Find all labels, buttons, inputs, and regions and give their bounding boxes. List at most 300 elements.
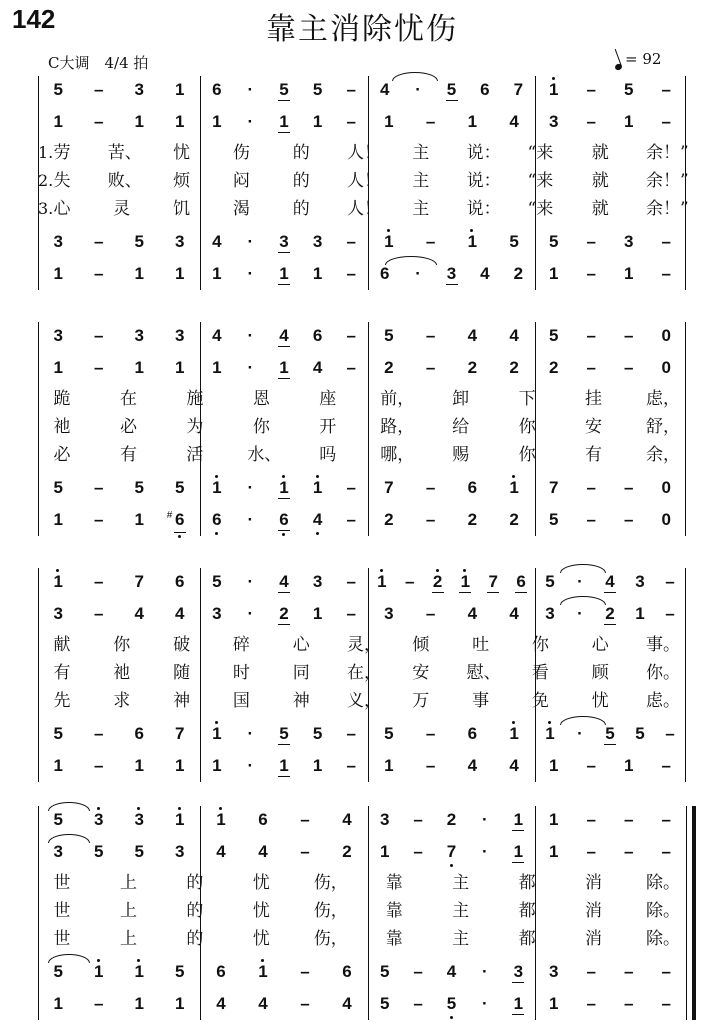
- note: [207, 112, 227, 132]
- note-symbol: 4: [175, 604, 185, 623]
- note-symbol: 2: [513, 264, 524, 283]
- dash: [619, 994, 639, 1014]
- lyric-word: 失: [53, 171, 71, 191]
- note: [508, 962, 528, 983]
- dash: [581, 264, 601, 284]
- note: [308, 358, 328, 378]
- lyric-word: 求: [113, 691, 131, 711]
- note: [207, 80, 227, 100]
- note: [544, 994, 564, 1014]
- note-symbol: –: [300, 994, 310, 1013]
- dash: [341, 80, 361, 100]
- note: [308, 604, 328, 624]
- sharp-sign: #: [166, 510, 173, 521]
- dash: [581, 326, 601, 346]
- tempo-marking: [615, 50, 661, 68]
- note-symbol: 4: [509, 756, 519, 775]
- note-symbol: 4: [216, 842, 226, 861]
- lyric-word: 有: [53, 663, 71, 683]
- note-symbol: 1: [279, 478, 289, 497]
- note-symbol: 1: [549, 756, 559, 775]
- note: [630, 724, 650, 744]
- note: [540, 604, 560, 624]
- note-symbol: –: [624, 326, 634, 345]
- note: [211, 994, 231, 1014]
- note-symbol: ·: [482, 994, 488, 1013]
- note-symbol: –: [665, 724, 675, 743]
- dot: [475, 842, 495, 862]
- lyric-word: 座: [319, 389, 337, 409]
- lyric-word: 祂: [113, 663, 131, 683]
- verse-number: 2.: [38, 171, 54, 190]
- note-symbol: 5: [379, 962, 390, 981]
- eighth-underline: [432, 592, 444, 593]
- note: [129, 724, 149, 744]
- note: [442, 842, 462, 862]
- lyric-word: 水、: [247, 445, 282, 465]
- eighth-underline: [278, 252, 290, 253]
- note-symbol: –: [661, 232, 671, 251]
- note-symbol: ·: [247, 572, 254, 591]
- note-symbol: 4: [379, 80, 390, 99]
- dash: [581, 232, 601, 252]
- dash: [89, 478, 109, 498]
- lyric-word: 你。: [646, 663, 680, 683]
- note: [337, 962, 357, 982]
- dash: [656, 994, 676, 1014]
- note-symbol: 3: [134, 326, 144, 345]
- note: [207, 326, 227, 346]
- lyric-word: 免: [531, 691, 549, 711]
- note-symbol: 1: [279, 112, 289, 131]
- lyric-word: 忧: [252, 901, 270, 921]
- note-symbol: 1: [509, 478, 519, 497]
- note-symbol: 5: [549, 510, 559, 529]
- note-symbol: 3: [175, 232, 185, 251]
- note: [442, 994, 462, 1014]
- soprano-row: [0, 322, 724, 350]
- lyric-word: 先: [53, 691, 71, 711]
- note-symbol: 6: [134, 724, 144, 743]
- note-symbol: –: [586, 80, 596, 99]
- note-symbol: 5: [384, 326, 394, 345]
- note-symbol: 3: [94, 810, 104, 829]
- note: [129, 994, 149, 1014]
- note-symbol: –: [94, 112, 104, 131]
- note-symbol: –: [94, 478, 104, 497]
- note: [170, 962, 190, 982]
- note-symbol: –: [661, 810, 671, 829]
- note: [129, 112, 149, 132]
- note: [428, 572, 448, 593]
- note-symbol: ·: [247, 724, 254, 743]
- note-symbol: 4: [605, 572, 615, 591]
- note-symbol: 4: [216, 994, 226, 1013]
- note-symbol: –: [94, 326, 104, 345]
- note: [48, 232, 68, 252]
- note-symbol: 3: [53, 326, 63, 345]
- high-octave-dot: [219, 807, 222, 810]
- note: [207, 756, 227, 776]
- lyric-word: 忧: [173, 143, 191, 163]
- note-symbol: 1: [279, 756, 289, 775]
- lyric-word: 必: [119, 417, 137, 437]
- dash: [581, 756, 601, 776]
- note-symbol: 1: [134, 994, 144, 1013]
- dash: [408, 962, 428, 982]
- dash: [341, 326, 361, 346]
- dash: [341, 112, 361, 132]
- dot: [240, 572, 260, 592]
- note: [253, 842, 273, 862]
- note-symbol: 6: [175, 572, 185, 591]
- lyric-word: 你: [113, 635, 131, 655]
- note-symbol: 1: [384, 756, 394, 775]
- lyric-word: 必: [53, 445, 71, 465]
- note-symbol: 5: [549, 326, 559, 345]
- alto-row: [0, 600, 724, 628]
- note-symbol: 5: [279, 80, 289, 99]
- note: [379, 326, 399, 346]
- lyric-word: 渴: [232, 199, 250, 219]
- note: [170, 810, 190, 830]
- note-symbol: ·: [247, 112, 254, 131]
- note-symbol: 7: [384, 478, 394, 497]
- lyric-word: 就: [591, 143, 609, 163]
- lyric-word: 下: [518, 389, 536, 409]
- note: [129, 510, 149, 530]
- lyric-word: 靠: [385, 873, 403, 893]
- note-symbol: 1: [175, 756, 185, 775]
- dash: [656, 842, 676, 862]
- note-symbol: 5: [624, 80, 634, 99]
- note-symbol: 5: [53, 724, 63, 743]
- note: [170, 994, 190, 1014]
- dot: [240, 756, 260, 776]
- note-symbol: 2: [384, 358, 394, 377]
- eighth-underline: [278, 498, 290, 499]
- dash: [619, 842, 639, 862]
- note-symbol: 7: [513, 80, 524, 99]
- high-octave-dot: [548, 721, 551, 724]
- note: [375, 962, 395, 982]
- note-symbol: 1: [467, 112, 478, 131]
- dash: [295, 962, 315, 982]
- dash: [421, 510, 441, 530]
- dash: [581, 994, 601, 1014]
- note: [308, 112, 328, 132]
- dash: [341, 604, 361, 624]
- note-symbol: 3: [134, 80, 144, 99]
- dash: [421, 232, 441, 252]
- lyric-word: 伤: [232, 143, 250, 163]
- note-symbol: 3: [53, 842, 63, 861]
- soprano-row: [0, 76, 724, 104]
- note: [375, 842, 395, 862]
- low-octave-dot: [178, 535, 181, 538]
- eighth-underline: [512, 982, 524, 983]
- lyric-word: 义，: [347, 691, 381, 711]
- dot: [240, 604, 260, 624]
- dot: [240, 264, 260, 284]
- lyric-word: 除。: [646, 873, 680, 893]
- note-symbol: 1: [635, 604, 645, 623]
- note: [462, 232, 482, 252]
- dash: [421, 756, 441, 776]
- lyric-word: 伤，: [313, 873, 348, 893]
- lyric-row: [0, 442, 724, 470]
- note: [274, 478, 294, 499]
- dash: [341, 724, 361, 744]
- note-symbol: ·: [415, 80, 421, 99]
- note-symbol: 1: [549, 80, 559, 99]
- dash: [581, 478, 601, 498]
- lyric-word: 给: [452, 417, 470, 437]
- lyric-word: 万: [412, 691, 430, 711]
- note-symbol: 1: [175, 994, 185, 1013]
- note-symbol: –: [661, 112, 671, 131]
- note-symbol: 6: [216, 962, 226, 981]
- dash: [400, 572, 420, 592]
- note: [48, 724, 68, 744]
- note: [274, 326, 294, 347]
- note-symbol: 5: [384, 724, 394, 743]
- dash: [408, 810, 428, 830]
- note: [375, 810, 395, 830]
- lyric-word: 说：: [466, 199, 501, 219]
- key-time-signature: C大调 4/4 拍: [48, 54, 149, 72]
- lyric-word: 主: [412, 143, 430, 163]
- note-symbol: –: [624, 510, 634, 529]
- lyric-word: 世: [53, 901, 71, 921]
- lyric-word: 苦、: [107, 143, 142, 163]
- note-symbol: –: [413, 810, 423, 829]
- note-symbol: 0: [661, 510, 671, 529]
- note-symbol: 1: [377, 572, 387, 591]
- lyric-word: 世: [53, 929, 71, 949]
- note-symbol: 6: [279, 510, 289, 529]
- dash: [656, 962, 676, 982]
- note-symbol: 1: [53, 756, 63, 775]
- lyric-word: 说：: [466, 171, 501, 191]
- note: [253, 810, 273, 830]
- note-symbol: 1: [384, 112, 394, 131]
- note-symbol: 4: [342, 994, 352, 1013]
- note: [508, 842, 528, 863]
- note-symbol: 1: [53, 264, 63, 283]
- note: [462, 358, 482, 378]
- lyric-word: 活: [186, 445, 204, 465]
- note-symbol: 6: [175, 510, 185, 529]
- note: [253, 962, 273, 982]
- note-symbol: 6: [258, 810, 268, 829]
- note-symbol: ·: [247, 80, 254, 99]
- dash: [581, 842, 601, 862]
- note: [48, 994, 68, 1014]
- lyric-word: “来: [527, 143, 554, 163]
- lyric-word: 饥: [173, 199, 191, 219]
- note-symbol: 3: [545, 604, 555, 623]
- note: [308, 478, 328, 498]
- note-symbol: –: [586, 232, 596, 251]
- note: [508, 80, 528, 100]
- note: [504, 604, 524, 624]
- note: [544, 842, 564, 862]
- note-symbol: –: [661, 264, 671, 283]
- lyric-word: 前，: [380, 389, 415, 409]
- dash: [89, 510, 109, 530]
- note-symbol: 0: [661, 358, 671, 377]
- dash: [581, 810, 601, 830]
- dash: [421, 604, 441, 624]
- note-symbol: 1: [216, 810, 226, 829]
- note-symbol: –: [425, 112, 436, 131]
- dash: [581, 80, 601, 100]
- lyric-word: 随: [173, 663, 191, 683]
- note: [504, 232, 524, 252]
- lyric-word: 在: [119, 389, 137, 409]
- note: [379, 232, 399, 252]
- lyric-row: [0, 414, 724, 442]
- note: [544, 80, 564, 100]
- note-symbol: ·: [247, 478, 254, 497]
- note-symbol: 3: [53, 604, 63, 623]
- note-symbol: 5: [53, 962, 63, 981]
- note-symbol: 4: [467, 756, 478, 775]
- eighth-underline: [512, 830, 524, 831]
- lyric-row: [0, 870, 724, 898]
- lyric-word: 除。: [646, 929, 680, 949]
- note-symbol: ·: [482, 962, 488, 981]
- note: [508, 994, 528, 1015]
- bass-row: [0, 506, 724, 534]
- quarter-note-icon: [614, 63, 623, 71]
- note: [504, 112, 524, 132]
- note-symbol: –: [346, 264, 356, 283]
- note-symbol: –: [346, 604, 356, 623]
- note: [462, 604, 482, 624]
- dash: [656, 232, 676, 252]
- lyric-word: 都: [518, 873, 536, 893]
- note: [544, 962, 564, 982]
- bass-row: [0, 990, 724, 1018]
- note: [207, 572, 227, 592]
- note: [170, 326, 190, 346]
- note-symbol: 1: [175, 112, 185, 131]
- dash: [89, 232, 109, 252]
- note: [379, 112, 399, 132]
- note-symbol: 6: [379, 264, 390, 283]
- eighth-underline: [604, 744, 616, 745]
- note-symbol: 1: [513, 994, 524, 1013]
- eighth-underline: [512, 1014, 524, 1015]
- note-symbol: –: [94, 358, 104, 377]
- dash: [89, 572, 109, 592]
- dash: [581, 510, 601, 530]
- note-symbol: 7: [446, 842, 457, 861]
- note: [207, 478, 227, 498]
- dash: [295, 810, 315, 830]
- note-symbol: 2: [432, 572, 443, 591]
- note-symbol: 4: [279, 326, 289, 345]
- high-octave-dot: [97, 807, 100, 810]
- dot: [408, 264, 428, 284]
- high-octave-dot: [261, 959, 264, 962]
- note: [619, 80, 639, 100]
- note-symbol: 6: [480, 80, 490, 99]
- note-symbol: 3: [312, 232, 323, 251]
- note-symbol: –: [425, 478, 436, 497]
- note-symbol: –: [586, 810, 596, 829]
- dot: [475, 962, 495, 982]
- note: [207, 510, 227, 530]
- lyric-word: 灵，: [347, 635, 381, 655]
- note-symbol: 1: [134, 264, 144, 283]
- dash: [581, 358, 601, 378]
- eighth-underline: [278, 284, 290, 285]
- dash: [341, 358, 361, 378]
- lyric-word: 事。: [646, 635, 680, 655]
- note: [170, 264, 190, 284]
- dash: [295, 842, 315, 862]
- lyric-word: 的: [186, 929, 204, 949]
- note: [308, 510, 328, 530]
- eighth-underline: [512, 862, 524, 863]
- note-symbol: 1: [624, 756, 634, 775]
- lyric-row: [0, 386, 724, 414]
- note-symbol: 1: [53, 510, 63, 529]
- note: [544, 510, 564, 530]
- note: [48, 326, 68, 346]
- dot: [570, 724, 590, 744]
- note: [89, 962, 109, 982]
- note: [442, 80, 462, 101]
- note-symbol: 1: [467, 232, 478, 251]
- note: [129, 572, 149, 592]
- high-octave-dot: [387, 229, 390, 232]
- lyric-word: 余！”: [646, 199, 689, 219]
- dash: [619, 962, 639, 982]
- tenor-row: [0, 228, 724, 256]
- note-symbol: –: [94, 724, 104, 743]
- note-symbol: –: [425, 510, 436, 529]
- lyric-word: 神: [173, 691, 191, 711]
- note: [129, 232, 149, 252]
- note-symbol: 1: [212, 358, 222, 377]
- note-symbol: ·: [247, 358, 254, 377]
- note-symbol: 3: [134, 810, 144, 829]
- soprano-row: [0, 568, 724, 596]
- note-symbol: 4: [480, 264, 490, 283]
- note: [544, 112, 564, 132]
- note: [508, 810, 528, 831]
- note: [483, 572, 503, 593]
- low-octave-dot: [450, 1016, 453, 1019]
- low-octave-dot: [316, 532, 319, 535]
- note-symbol: 1: [379, 842, 390, 861]
- dash: [341, 756, 361, 776]
- lyric-word: 你: [518, 445, 536, 465]
- note-symbol: 1: [134, 112, 144, 131]
- note-symbol: 1: [549, 264, 559, 283]
- note-symbol: 3: [549, 112, 559, 131]
- note: [207, 724, 227, 744]
- note-symbol: 1: [175, 80, 185, 99]
- note: [544, 326, 564, 346]
- note: [442, 962, 462, 982]
- note: [274, 358, 294, 379]
- note-symbol: 1: [279, 358, 289, 377]
